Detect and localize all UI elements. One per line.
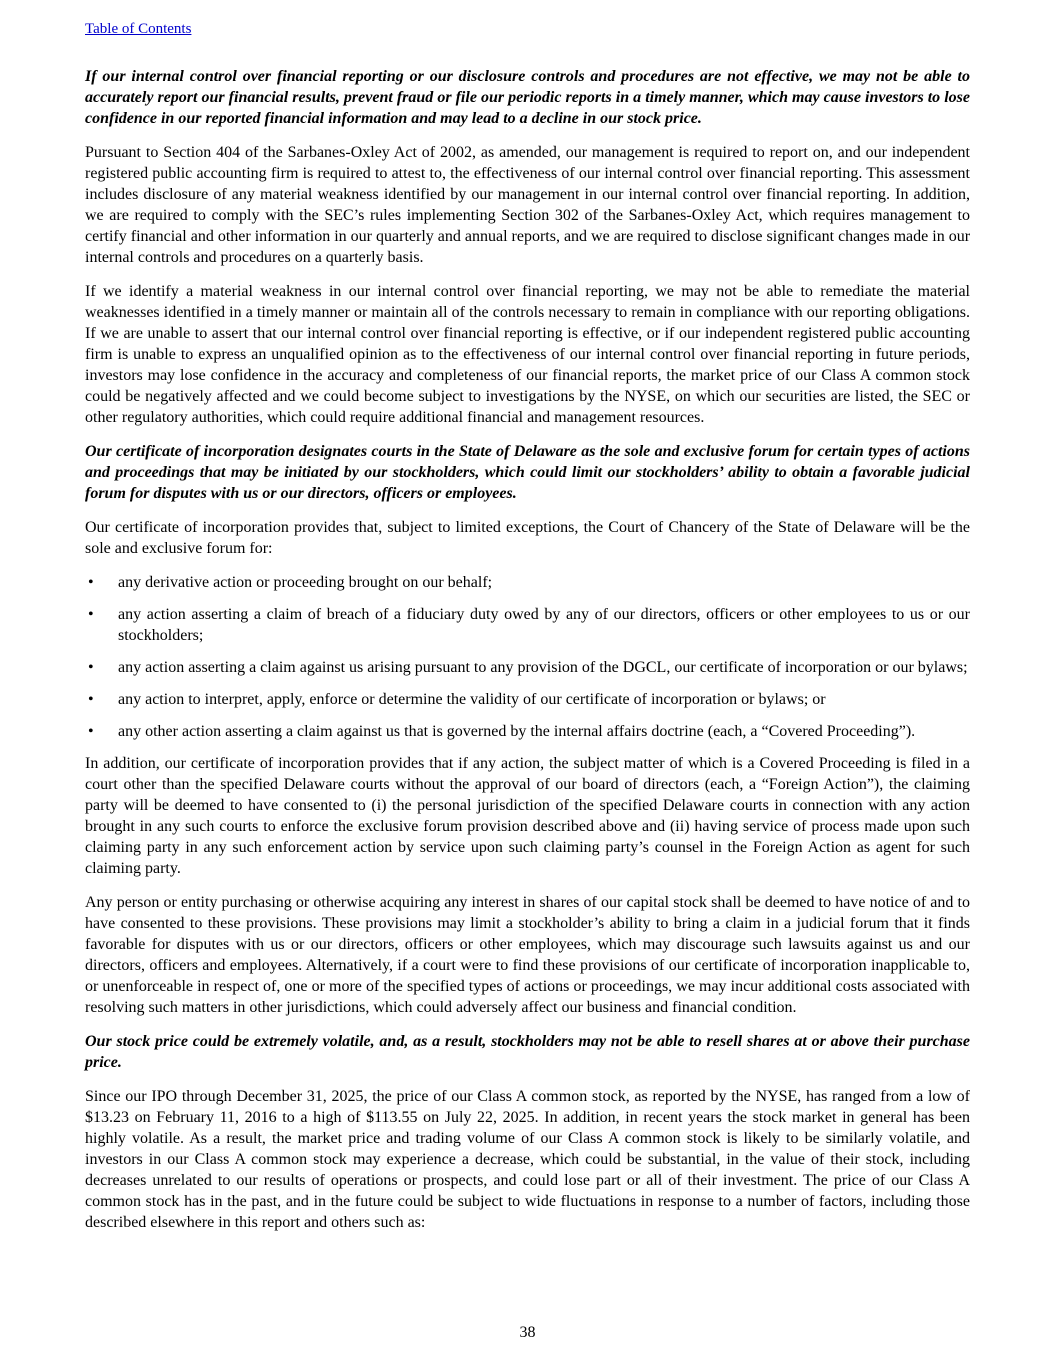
table-of-contents-link[interactable]: Table of Contents [85,21,192,37]
document-body [85,66,970,1246]
bullet-item [85,572,970,593]
paragraph: Pursuant to Section 404 of the Sarbanes-Oxley Act of 2002, as amended, our management is required to report on, and our independent registered public accounting firm is required to attest to, the effectiveness of our internal control over financial reporting. This assessment includes disclosure of any material weakness identified by our management in our internal control over financial reporting. In addition, we are required to comply with the SEC’s rules implementing Section 302 of the Sarbanes-Oxley Act, which requires management to certify financial and other information in our quarterly and annual reports, and we are required to disclose significant changes made in our internal controls and procedures on a quarterly basis. [85,144,971,266]
paragraph: Since our IPO through December 31, 2025, the price of our Class A common stock, as reported by the NYSE, has ranged from a low of $13.23 on February 11, 2016 to a high of $113.55 on July 22, 2025. In addition, in recent years the stock market in general has been highly volatile. As a result, the market price and trading volume of our Class A common stock is likely to be similarly volatile, and investors in our Class A common stock may experience a decrease, which could be substantial, in the value of their stock, including decreases unrelated to our results of operations or prospects, and could lose part or all of their investment. The price of our Class A common stock has in the past, and in the future could be subject to wide fluctuations in response to a number of factors, including those described elsewhere in this report and others such as: [85,1088,970,1231]
bullet-item [85,657,970,678]
page-number: 38 [519,1324,536,1341]
bullet-text: any action asserting a claim against us arising pursuant to any provision of the DGCL, our certificate of incorporation or our bylaws; [118,659,968,676]
bullet-marker: • [88,659,94,676]
bullet-marker: • [88,691,94,708]
paragraph: If we identify a material weakness in our internal control over financial reporting, we may not be able to remediate the material weaknesses identified in a timely manner or maintain all of the controls necessary to remain in compliance with our reporting obligations. If we are unable to assert that our internal control over financial reporting is effective, or if our independent registered public accounting firm is unable to express an unqualified opinion as to the effectiveness of our internal control over financial reporting in future periods, investors may lose confidence in the accuracy and completeness of our financial reports, the market price of our Class A common stock could be negatively affected and we could become subject to investigations by the NYSE, on which our securities are listed, the SEC or other regulatory authorities, which could require additional financial and management resources. [85,283,970,426]
bullet-item [85,689,970,710]
bullet-item [85,721,970,742]
paragraph: In addition, our certificate of incorporation provides that if any action, the subject matter of which is a Covered Proceeding is filed in a court other than the specified Delaware courts without the approval of our board of directors (each, a “Foreign Action”), the claiming party will be deemed to have consented to (i) the personal jurisdiction of the specified Delaware courts in connection with any action brought in any such courts to enforce the exclusive forum provision described above and (ii) having service of process made upon such claiming party in any such enforcement action by service upon such claiming party’s counsel in the Foreign Action as agent for such claiming party. [85,755,970,877]
paragraph: Any person or entity purchasing or otherwise acquiring any interest in shares of our capital stock shall be deemed to have notice of and to have consented to these provisions. These provisions may limit a stockholder’s ability to bring a claim in a judicial forum that it finds favorable for disputes with us or our directors, officers or other employees, which may discourage such lawsuits against us and our directors, officers and employees. Alternatively, if a court were to find these provisions of our certificate of incorporation inapplicable to, or unenforceable in respect of, one or more of the specified types of actions or proceedings, we may incur additional costs associated with resolving such matters in other jurisdictions, which could adversely affect our business and financial condition. [85,894,970,1016]
bullet-marker: • [88,723,94,740]
paragraph: Our certificate of incorporation provides that, subject to limited exceptions, the Court of Chancery of the State of Delaware will be the sole and exclusive forum for: [85,519,970,557]
bullet-text: any other action asserting a claim against us that is governed by the internal affairs doctrine (each, a “Covered Proceeding”). [118,723,916,740]
risk-factor-heading: Our stock price could be extremely volatile, and, as a result, stockholders may not be able to resell shares at or above their purchase price. [85,1033,970,1071]
bullet-marker: • [88,574,94,591]
bullet-item [85,604,970,646]
risk-factor-heading: Our certificate of incorporation designates courts in the State of Delaware as the sole and exclusive forum for certain types of actions and proceedings that may be initiated by our stockholders, which could limit our stockholders’ ability to obtain a favorable judicial forum for disputes with us or our directors, officers or employees. [85,443,970,502]
bullet-text: any action asserting a claim of breach of a fiduciary duty owed by any of our directors, officers or other employees to us or our stockholders; [118,606,970,644]
bullet-marker: • [88,606,94,623]
risk-factor-heading: If our internal control over financial reporting or our disclosure controls and procedures are not effective, we may not be able to accurately report our financial results, prevent fraud or file our periodic reports in a timely manner, which may cause investors to lose confidence in our reported financial information and may lead to a decline in our stock price. [85,68,970,127]
bullet-text: any action to interpret, apply, enforce or determine the validity of our certificate of incorporation or bylaws; or [118,691,826,708]
bullet-text: any derivative action or proceeding brought on our behalf; [118,574,493,591]
